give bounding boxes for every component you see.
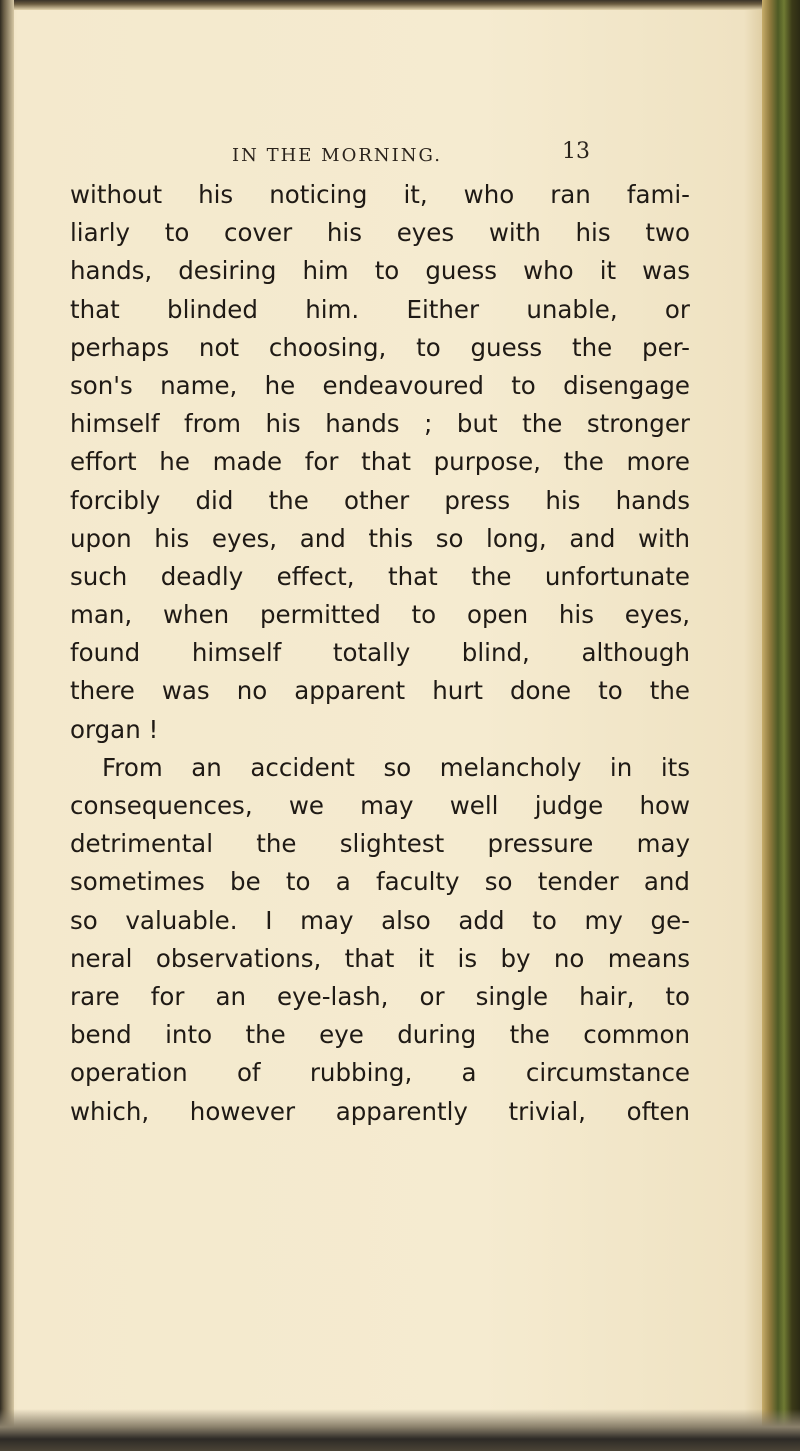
- text-line: forcibly did the other press his hands: [70, 485, 690, 515]
- page-number: 13: [562, 139, 590, 164]
- text-line: bend into the eye during the common: [70, 1020, 690, 1050]
- page-header: [232, 139, 702, 175]
- text-line: detrimental the slightest pressure may: [70, 829, 690, 859]
- text-line: rare for an eye-lash, or single hair, to: [70, 981, 690, 1011]
- text-line: man, when permitted to open his eyes,: [70, 600, 690, 630]
- body-text: [70, 176, 690, 1131]
- text-line: found himself totally blind, although: [70, 638, 690, 668]
- text-line: himself from his hands ; but the stronger: [70, 409, 690, 439]
- text-line: without his noticing it, who ran fami-: [70, 180, 690, 209]
- page-bottom-edge: [0, 1409, 800, 1451]
- text-line: perhaps not choosing, to guess the per-: [70, 332, 690, 362]
- text-line: that blinded him. Either unable, or: [70, 294, 690, 324]
- text-line: upon his eyes, and this so long, and with: [70, 523, 690, 553]
- text-line: effort he made for that purpose, the more: [70, 447, 690, 477]
- text-line: From an accident so melancholy in its: [102, 752, 690, 782]
- text-line: son's name, he endeavoured to disengage: [70, 370, 690, 400]
- text-line: organ !: [70, 714, 159, 744]
- text-line: sometimes be to a faculty so tender and: [70, 867, 690, 897]
- book-spine-edge: [762, 0, 800, 1451]
- text-line: so valuable. I may also add to my ge-: [70, 905, 690, 935]
- text-line: operation of rubbing, a circumstance: [70, 1058, 690, 1088]
- text-line: hands, desiring him to guess who it was: [70, 256, 690, 286]
- text-line: which, however apparently trivial, often: [70, 1096, 690, 1126]
- text-line: such deadly effect, that the unfortunate: [70, 561, 690, 591]
- page-left-edge: [0, 0, 14, 1451]
- running-head: IN THE MORNING.: [232, 145, 442, 166]
- text-line: neral observations, that it is by no means: [70, 943, 690, 973]
- text-line: consequences, we may well judge how: [70, 791, 690, 820]
- page-top-edge: [0, 0, 800, 10]
- text-line: liarly to cover his eyes with his two: [70, 218, 690, 248]
- text-line: there was no apparent hurt done to the: [70, 676, 690, 706]
